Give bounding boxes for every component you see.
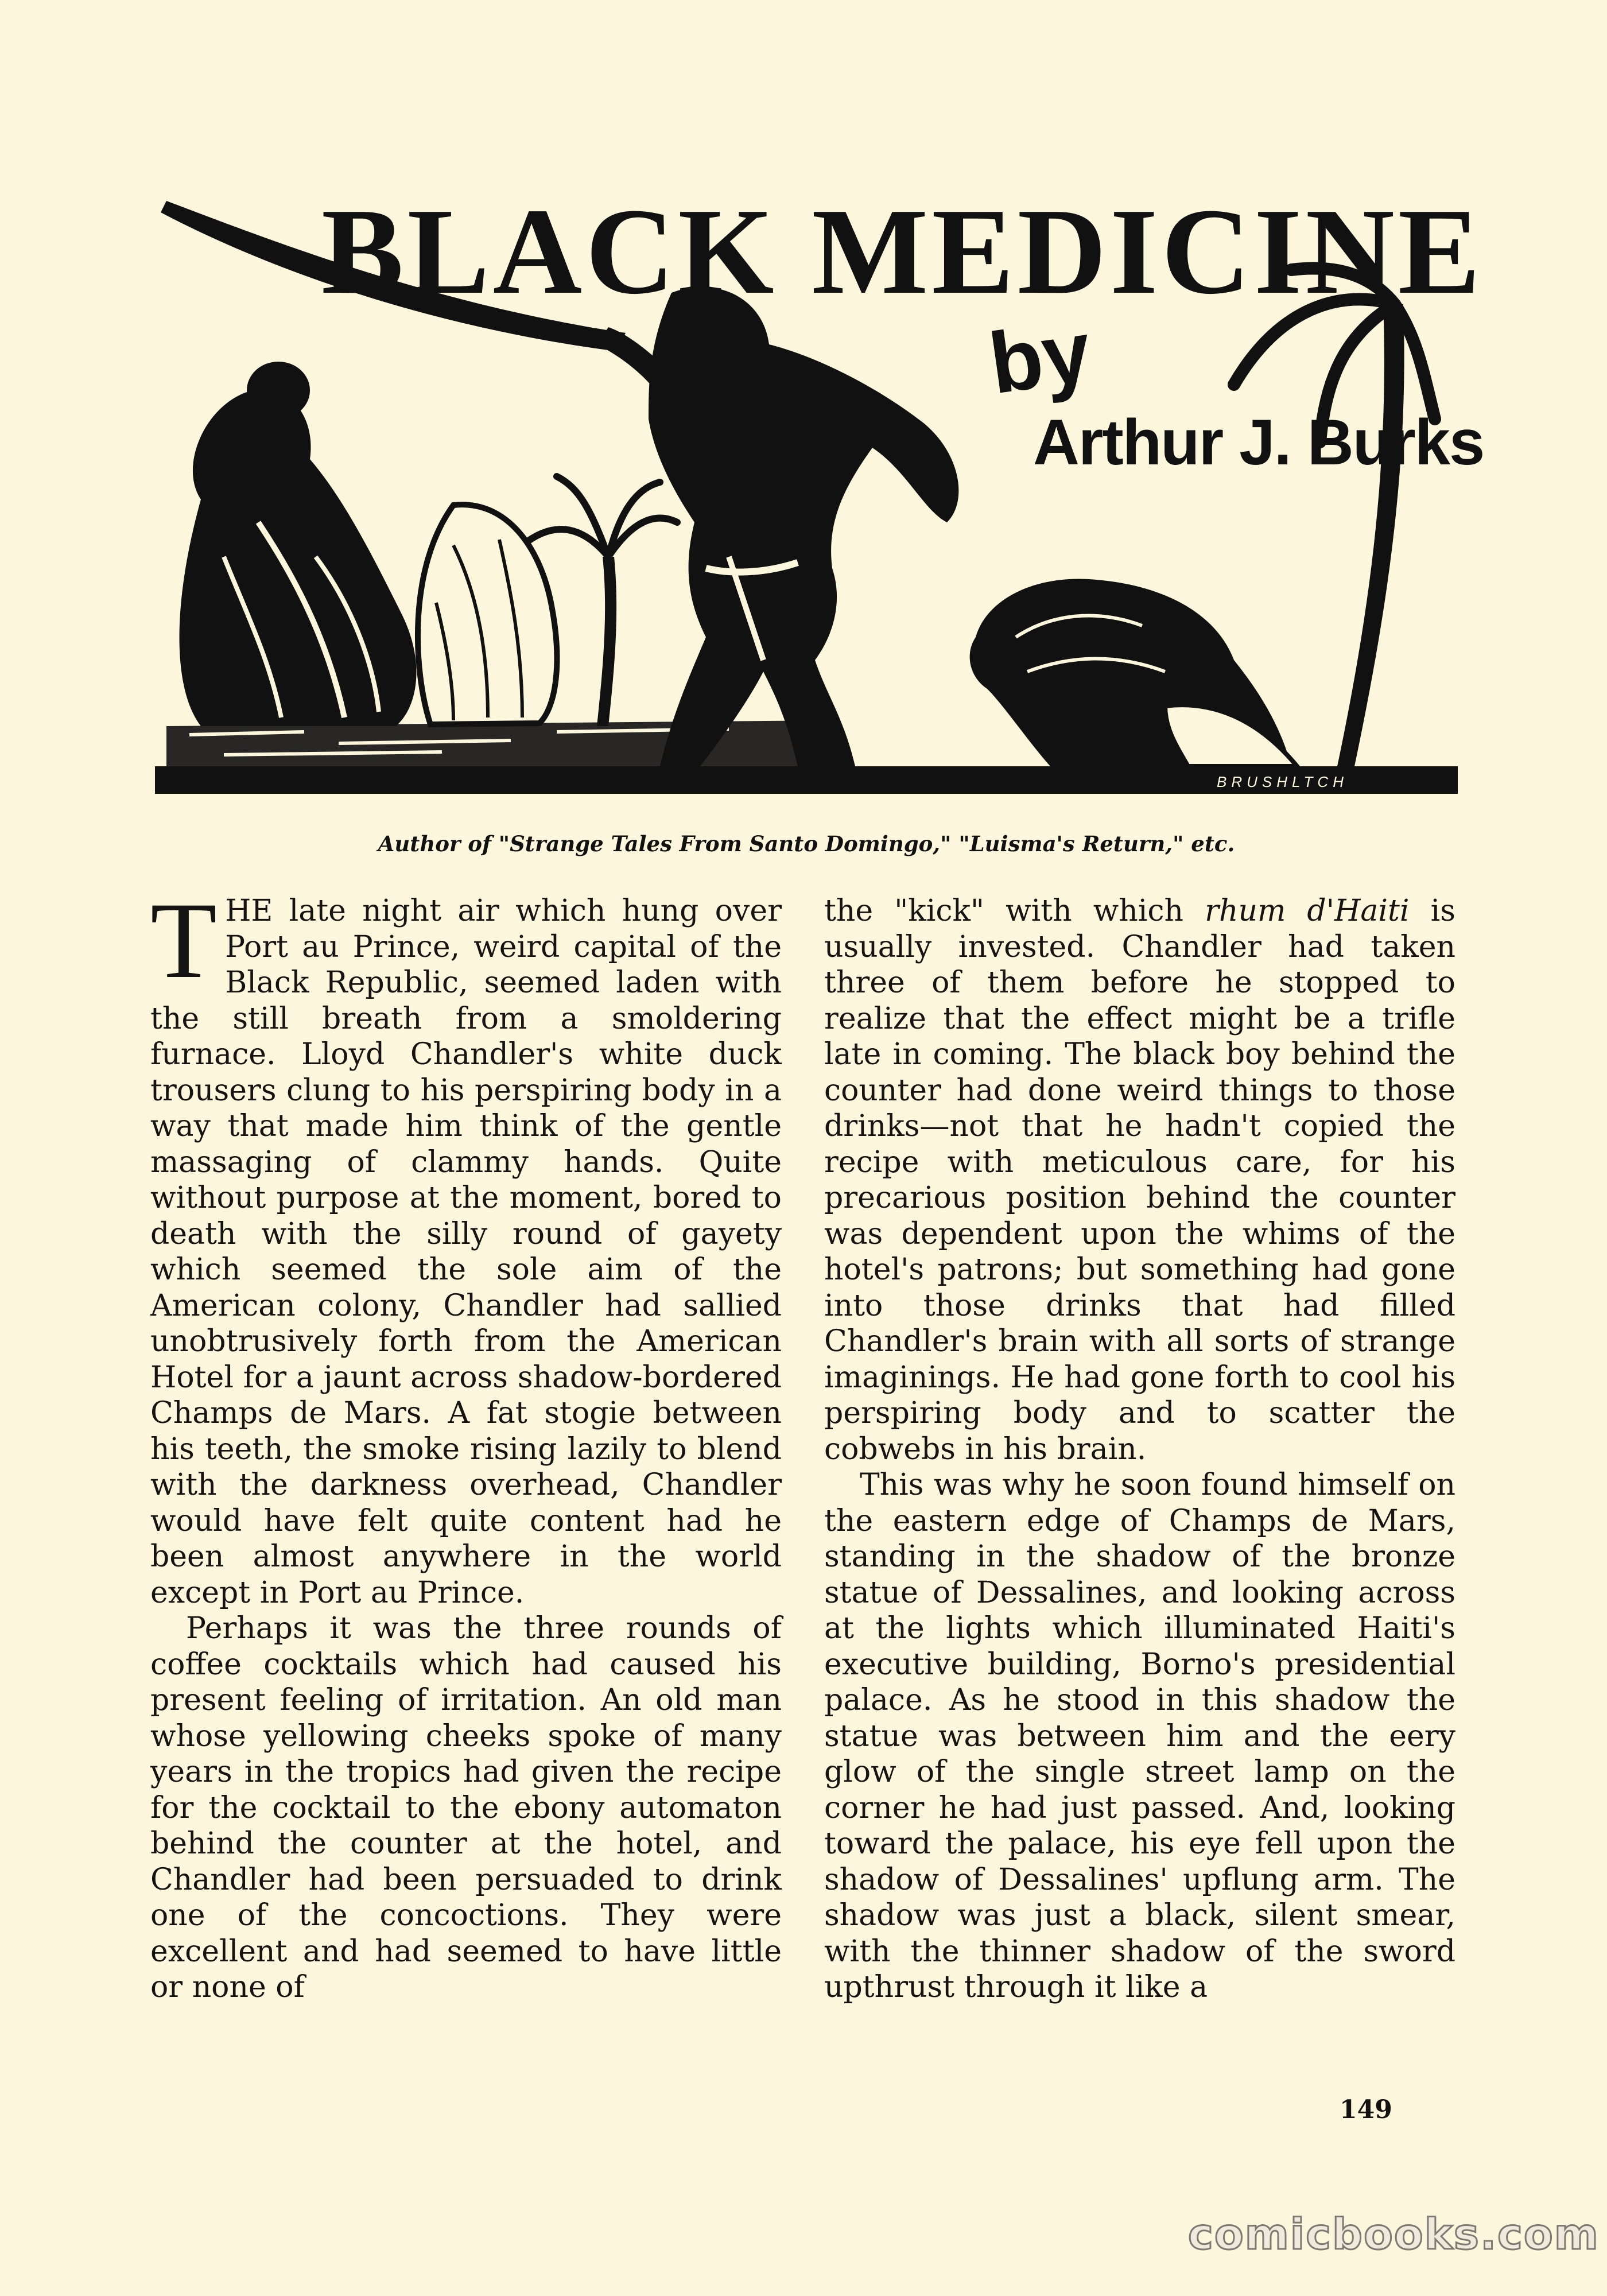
byline-by: by: [983, 302, 1097, 412]
paragraph-1: [150, 881, 782, 1611]
ground-line: [166, 720, 832, 766]
palm-trunk: [1337, 304, 1404, 766]
paragraph-3-before: the "kick" with which: [824, 894, 1205, 928]
paragraph-3-after: is usually invested. Chandler had taken three of them before he stopped to realize that the effect might be a trifle late in coming. The black boy behind the counter had done weird things to those drinks—not that he hadn't copied the recipe with meticulous care, for his precarious position behind the counter was dependent upon the whims of the hotel's patrons; but something had gone into those drinks that had filled Chandler's brain with all sorts of strange imaginings. He had gone forth to cool his perspiring body and to scatter the cobwebs in his brain.: [824, 894, 1455, 1467]
paragraph-4: This was why he soon found himself on the eastern edge of Champs de Mars, standing in the shadow of the bronze statue of Dessalines, and looking across at the lights which illuminated Haiti's executive building, Borno's presidential palace. As he stood in this shadow the statue was between him and the eery glow of the single street lamp on the corner he had just passed. And, looking toward the palace, his eye fell upon the shadow of Dessalines' upflung arm. The shadow was just a black, silent smear, with the thinner shadow of the sword upthrust through it like a: [824, 1468, 1455, 2004]
paragraph-3: [824, 893, 1455, 1467]
text-column-left: [150, 881, 782, 2006]
site-watermark: comicbooks.com: [1188, 2210, 1600, 2259]
standing-man: [649, 287, 958, 766]
paragraph-1-text: HE late night air which hung over Port au Prince, weird capital of the Black Republic, seemed laden with the still breath from a smoldering furnace. Lloyd Chandler's white duck trousers clung to his perspiring body in a way that made him think of the gentle massaging of clammy hands. Quite without purpose at the moment, bored to death with the silly round of gayety which seemed the sole aim of the American colony, Chandler had sallied unobtrusively forth from the American Hotel for a jaunt across shadow-bordered Champs de Mars. A fat stogie between his teeth, the smoke rising lazily to blend with the darkness overhead, Chandler would have felt quite content had he been almost anywhere in the world except in Port au Prince.: [150, 894, 782, 1610]
author-credits: Author of "Strange Tales From Santo Domingo," "Luisma's Return," etc.: [378, 831, 1235, 856]
kneeling-woman: [180, 390, 417, 726]
author-name: Arthur J. Burks: [1033, 406, 1484, 478]
small-palm: [597, 557, 616, 726]
paragraph-3-italic: rhum d'Haiti: [1205, 894, 1410, 928]
text-column-right: [824, 893, 1455, 2006]
story-title: BLACK MEDICINE: [321, 183, 1484, 320]
page-number: 149: [1340, 2095, 1392, 2124]
illustrator-signature: BRUSHLTCH: [1217, 773, 1348, 790]
drop-cap: T: [150, 881, 218, 1001]
paragraph-2: Perhaps it was the three rounds of coffee cocktails which had caused his present feeling of irritation. An old man whose yellowing cheeks spoke of many years in the tropics had given the recipe for the cocktail to the ebony automaton behind the counter at the hotel, and Chandler had been persuaded to drink one of the concoctions. They were excellent and had seemed to have little or none of: [150, 1611, 782, 2004]
